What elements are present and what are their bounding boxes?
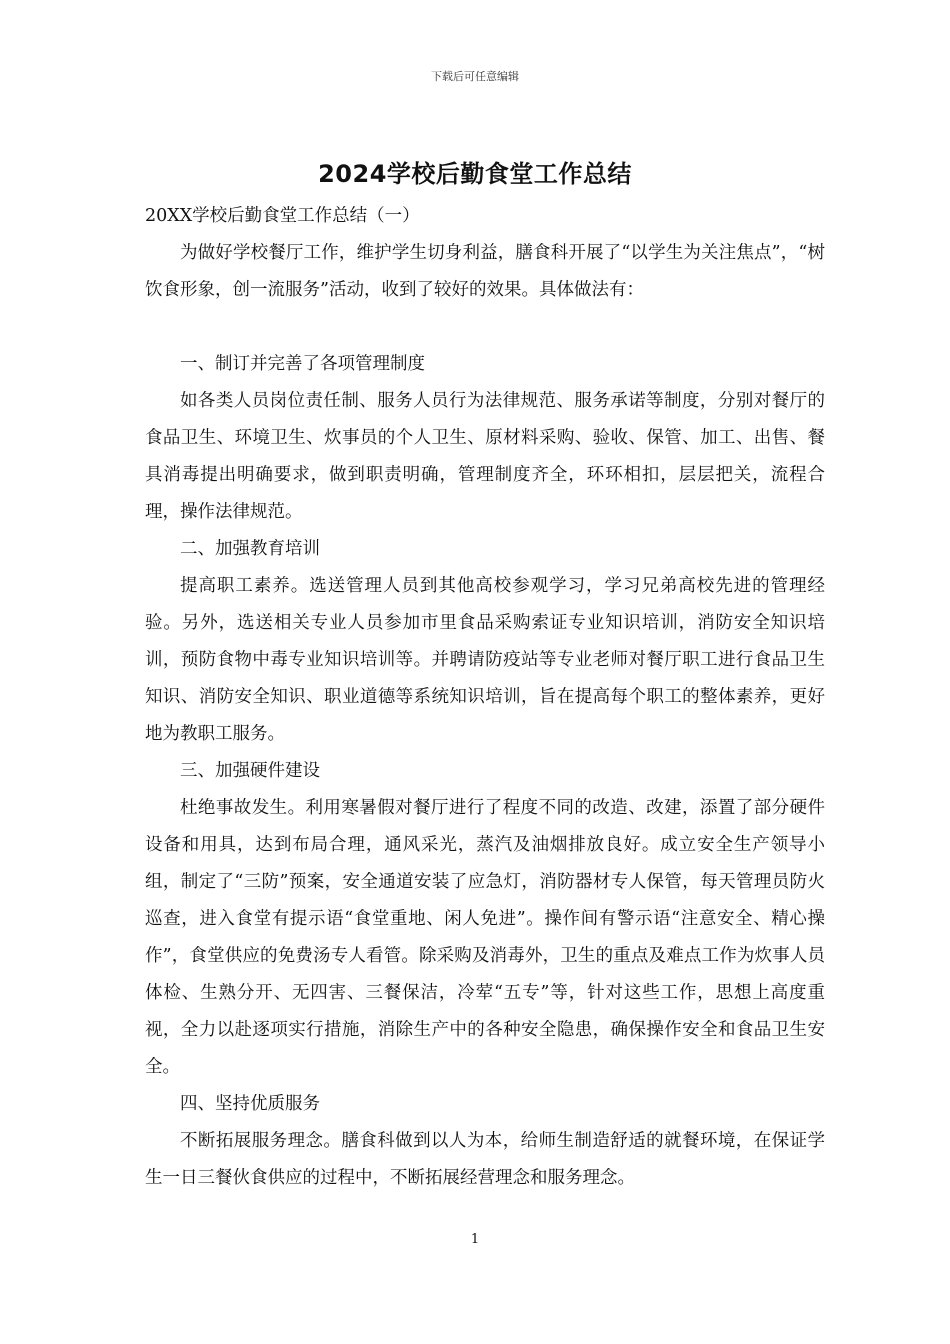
heading-training: 二、加强教育培训	[180, 539, 320, 559]
document-body	[145, 198, 825, 1197]
paragraph-hardware: 杜绝事故发生。利用寒暑假对餐厅进行了程度不同的改造、改建，添置了部分硬件设备和用具，达到布局合理，通风采光，蒸汽及油烟排放良好。成立安全生产领导小组，制定了“三防”预案，安全通道安装了应急灯，消防器材专人保管，每天管理员防火巡查，进入食堂有提示语“食堂重地、闲人免进”。操作间有警示语“注意安全、精心操作”，食堂供应的免费汤专人看管。除采购及消毒外，卫生的重点及难点工作为炊事人员体检、生熟分开、无四害、三餐保洁，冷荤“五专”等，针对这些工作，思想上高度重视，全力以赴逐项实行措施，消除生产中的各种安全隐患，确保操作安全和食品卫生安全。	[145, 798, 825, 1077]
page-number: 1	[470, 1232, 480, 1247]
paragraph-service: 不断拓展服务理念。膳食科做到以人为本，给师生制造舒适的就餐环境，在保证学生一日三餐伙食供应的过程中，不断拓展经营理念和服务理念。	[145, 1131, 825, 1188]
heading-hardware: 三、加强硬件建设	[180, 761, 320, 781]
header-note: 下载后可任意编辑	[431, 70, 519, 83]
paragraph-training: 提高职工素养。选送管理人员到其他高校参观学习，学习兄弟高校先进的管理经验。另外，选送相关专业人员参加市里食品采购索证专业知识培训，消防安全知识培训，预防食物中毒专业知识培训等。并聘请防疫站等专业老师对餐厅职工进行食品卫生知识、消防安全知识、职业道德等系统知识培训，旨在提高每个职工的整体素养，更好地为教职工服务。	[145, 576, 825, 744]
paragraph-management-system: 如各类人员岗位责任制、服务人员行为法律规范、服务承诺等制度，分别对餐厅的食品卫生、环境卫生、炊事员的个人卫生、原材料采购、验收、保管、加工、出售、餐具消毒提出明确要求，做到职责明确，管理制度齐全，环环相扣，层层把关，流程合理，操作法律规范。	[145, 391, 825, 522]
paragraph-spacer	[145, 309, 825, 346]
section-subtitle: 20XX学校后勤食堂工作总结（一）	[145, 206, 420, 226]
heading-service: 四、坚持优质服务	[180, 1094, 320, 1114]
heading-management-system: 一、制订并完善了各项管理制度	[180, 354, 425, 374]
intro-paragraph: 为做好学校餐厅工作，维护学生切身利益，膳食科开展了“以学生为关注焦点”，“树饮食形象，创一流服务”活动，收到了较好的效果。具体做法有：	[145, 243, 825, 300]
document-title: 2024学校后勤食堂工作总结	[318, 160, 632, 188]
